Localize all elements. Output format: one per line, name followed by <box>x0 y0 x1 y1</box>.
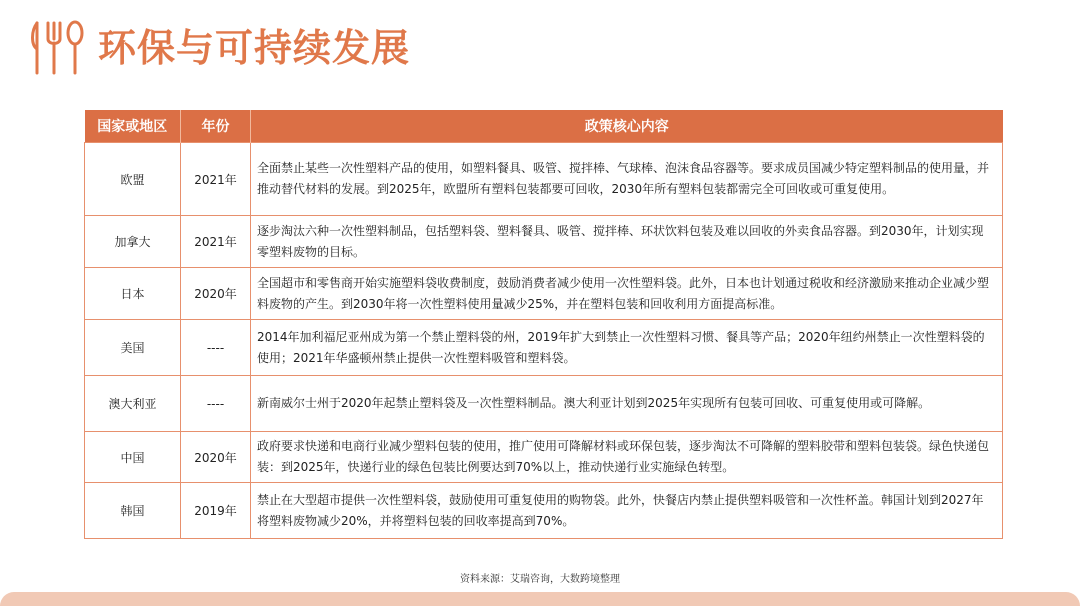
cell-region: 韩国 <box>85 483 181 539</box>
cell-content: 2014年加利福尼亚州成为第一个禁止塑料袋的州，2019年扩大到禁止一次性塑料习惯、餐具等产品；2020年纽约州禁止一次性塑料袋的使用；2021年华盛顿州禁止提供一次性塑料吸管和塑料袋。 <box>251 320 1003 376</box>
table-row <box>85 320 1003 376</box>
cell-year: 2019年 <box>181 483 251 539</box>
policy-table-container <box>84 110 1002 539</box>
cell-content: 政府要求快递和电商行业减少塑料包装的使用，推广使用可降解材料或环保包装，逐步淘汰不可降解的塑料胶带和塑料包装袋。绿色快递包装：到2025年，快递行业的绿色包装比例要达到70%以上，推动快递行业实施绿色转型。 <box>251 432 1003 483</box>
table-row <box>85 216 1003 268</box>
table-row <box>85 376 1003 432</box>
cell-content: 全国超市和零售商开始实施塑料袋收费制度，鼓励消费者减少使用一次性塑料袋。此外，日本也计划通过税收和经济激励来推动企业减少塑料废物的产生。到2030年将一次性塑料使用量减少25%，并在塑料包装和回收利用方面提高标准。 <box>251 268 1003 320</box>
policy-table <box>84 110 1003 539</box>
cell-region: 加拿大 <box>85 216 181 268</box>
cell-year: ---- <box>181 376 251 432</box>
cell-year: 2020年 <box>181 268 251 320</box>
table-row <box>85 432 1003 483</box>
source-note: 资料来源：艾瑞咨询，大数跨境整理 <box>460 574 620 585</box>
header-region: 国家或地区 <box>85 110 181 143</box>
cell-content: 新南威尔士州于2020年起禁止塑料袋及一次性塑料制品。澳大利亚计划到2025年实现所有包装可回收、可重复使用或可降解。 <box>251 376 1003 432</box>
cell-region: 澳大利亚 <box>85 376 181 432</box>
cell-year: 2021年 <box>181 143 251 216</box>
cell-region: 日本 <box>85 268 181 320</box>
cell-region: 中国 <box>85 432 181 483</box>
cell-content: 逐步淘汰六种一次性塑料制品，包括塑料袋、塑料餐具、吸管、搅拌棒、环状饮料包装及难以回收的外卖食品容器。到2030年，计划实现零塑料废物的目标。 <box>251 216 1003 268</box>
table-row <box>85 268 1003 320</box>
header-year: 年份 <box>181 110 251 143</box>
header-content: 政策核心内容 <box>251 110 1003 143</box>
bottom-decor-bar <box>0 592 1080 606</box>
cell-year: 2021年 <box>181 216 251 268</box>
cell-year: 2020年 <box>181 432 251 483</box>
cell-year: ---- <box>181 320 251 376</box>
page-title: 环保与可持续发展 <box>98 26 411 70</box>
cell-region: 欧盟 <box>85 143 181 216</box>
cell-content: 全面禁止某些一次性塑料产品的使用，如塑料餐具、吸管、搅拌棒、气球棒、泡沫食品容器等。要求成员国减少特定塑料制品的使用量，并推动替代材料的发展。到2025年，欧盟所有塑料包装都要可回收，2030年所有塑料包装都需完全可回收或可重复使用。 <box>251 143 1003 216</box>
cell-region: 美国 <box>85 320 181 376</box>
table-header-row <box>85 110 1003 143</box>
utensils-icon <box>28 19 86 77</box>
page-header <box>28 18 410 78</box>
cell-content: 禁止在大型超市提供一次性塑料袋，鼓励使用可重复使用的购物袋。此外，快餐店内禁止提供塑料吸管和一次性杯盖。韩国计划到2027年将塑料废物减少20%，并将塑料包装的回收率提高到70%。 <box>251 483 1003 539</box>
table-row <box>85 483 1003 539</box>
table-row <box>85 143 1003 216</box>
